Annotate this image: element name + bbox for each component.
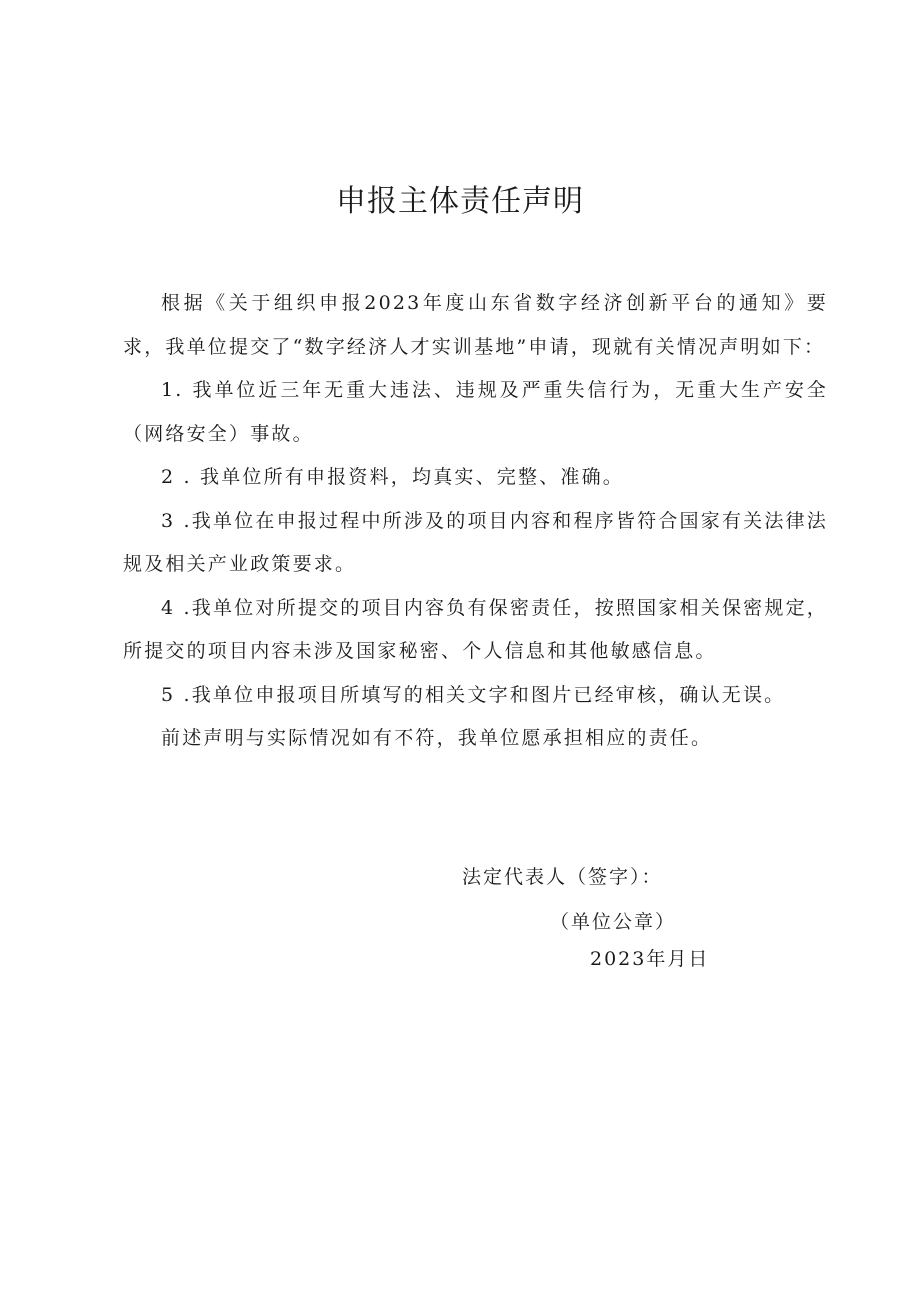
- document-title: 申报主体责任声明: [336, 184, 584, 219]
- declaration-item-1: 1. 我单位近三年无重大违法、违规及严重失信行为，无重大生产安全（网络安全）事故。: [123, 379, 828, 445]
- declaration-item-5: 5 .我单位申报项目所填写的相关文字和图片已经审核，确认无误。: [161, 683, 786, 706]
- signature-date: 2023年月日: [590, 948, 710, 970]
- closing-paragraph: 前述声明与实际情况如有不符，我单位愿承担相应的责任。: [161, 727, 713, 749]
- declaration-item-2: 2 . 我单位所有申报资料，均真实、完整、准确。: [161, 466, 625, 488]
- declaration-item-4: 4 .我单位对所提交的项目内容负有保密责任，按照国家相关保密规定，所提交的项目内容未涉及国家秘密、个人信息和其他敏感信息。: [123, 596, 828, 662]
- document-body: [123, 282, 828, 761]
- declaration-item-3: 3 .我单位在申报过程中所涉及的项目内容和程序皆符合国家有关法律法规及相关产业政策要求。: [123, 509, 828, 575]
- intro-paragraph: 根据《关于组织申报2023年度山东省数字经济创新平台的通知》要求，我单位提交了“数字经济人才实训基地”申请，现就有关情况声明如下：: [123, 292, 828, 358]
- legal-representative-signature: 法定代表人（签字）：: [462, 866, 663, 888]
- company-seal-label: （单位公章）: [550, 911, 677, 933]
